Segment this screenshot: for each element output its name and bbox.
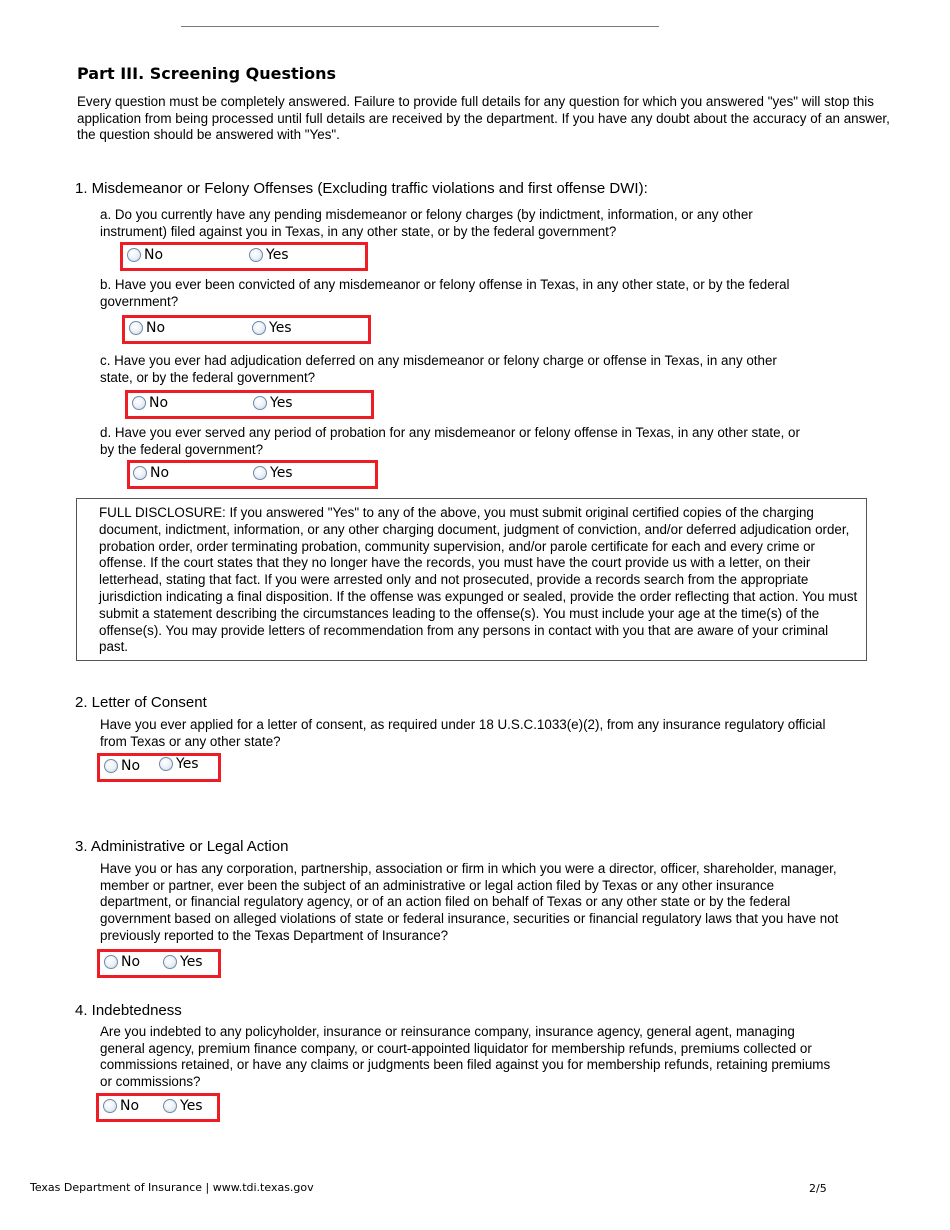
- question-1c-yes-option[interactable]: Yes: [253, 395, 293, 411]
- radio-circle-icon[interactable]: [129, 321, 143, 335]
- radio-circle-icon[interactable]: [253, 466, 267, 480]
- page-number: 2/5: [809, 1182, 827, 1195]
- question-2-no-option[interactable]: No: [104, 758, 140, 774]
- intro-paragraph: Every question must be completely answered. Failure to provide full details for any question for which you answered "yes" will stop this application from being processed until full details are received by the department. If you have any doubt about the accuracy of an answer, the question should be answered with "Yes".: [77, 94, 890, 143]
- full-disclosure-text: FULL DISCLOSURE: If you answered "Yes" to any of the above, you must submit original certified copies of the charging document, indictment, information, or any other charging document, judgment of conviction, and/or deferred adjudication order, probation order, order terminating probation, community supervision, and/or parole certificate for each and every crime or offense. If the court states that they no longer have the records, you must have the court provide us with a letter, on their letterhead, stating that fact. If you were arrested only and not prosecuted, provide a records search from the appropriate jurisdiction indicating a final disposition. If the offense was expunged or sealed, provide the order reflecting that action. You must submit a statement describing the circumstances leading to the offense(s). You must include your age at the time(s) of the offense(s). You may provide letters of recommendation from any persons in contact with you that are aware of your criminal past.: [99, 505, 858, 655]
- question-1a-radio-group: [120, 242, 368, 271]
- radio-circle-icon[interactable]: [133, 466, 147, 480]
- radio-circle-icon[interactable]: [127, 248, 141, 262]
- question-1d-radio-group: [127, 460, 378, 489]
- question-4-title: 4. Indebtedness: [75, 1002, 182, 1019]
- question-3-radio-group: [97, 949, 221, 978]
- question-1c-text: c. Have you ever had adjudication deferred on any misdemeanor or felony charge or offense in Texas, in any other state, or by the federal government?: [100, 353, 777, 385]
- question-1b-no-option[interactable]: No: [129, 320, 165, 336]
- radio-circle-icon[interactable]: [253, 396, 267, 410]
- question-2-title: 2. Letter of Consent: [75, 694, 207, 711]
- footer-organization: Texas Department of Insurance | www.tdi.texas.gov: [30, 1181, 314, 1194]
- question-1b-yes-option[interactable]: Yes: [252, 320, 292, 336]
- radio-circle-icon[interactable]: [104, 955, 118, 969]
- question-3-title: 3. Administrative or Legal Action: [75, 838, 289, 855]
- radio-circle-icon[interactable]: [163, 1099, 177, 1113]
- radio-circle-icon[interactable]: [132, 396, 146, 410]
- question-3-no-option[interactable]: No: [104, 954, 140, 970]
- section-title: Part III. Screening Questions: [77, 64, 337, 83]
- question-4-no-option[interactable]: No: [103, 1098, 139, 1114]
- question-1d-no-option[interactable]: No: [133, 465, 169, 481]
- question-3-yes-option[interactable]: Yes: [163, 954, 203, 970]
- question-1b-radio-group: [122, 315, 371, 344]
- radio-circle-icon[interactable]: [249, 248, 263, 262]
- question-4-yes-option[interactable]: Yes: [163, 1098, 203, 1114]
- question-1c-no-option[interactable]: No: [132, 395, 168, 411]
- question-1d-yes-option[interactable]: Yes: [253, 465, 293, 481]
- question-2-radio-group: [97, 753, 221, 782]
- top-divider: [181, 26, 659, 27]
- question-2-text: Have you ever applied for a letter of consent, as required under 18 U.S.C.1033(e)(2), from any insurance regulatory official from Texas or any other state?: [100, 717, 826, 749]
- question-1a-text: a. Do you currently have any pending misdemeanor or felony charges (by indictment, information, or any other instrument) filed against you in Texas, in any other state, or by the federal government?: [100, 207, 753, 239]
- full-disclosure-box: [76, 498, 867, 661]
- radio-circle-icon[interactable]: [159, 757, 173, 771]
- question-4-radio-group: [96, 1093, 220, 1122]
- question-1c-radio-group: [125, 390, 374, 419]
- radio-circle-icon[interactable]: [103, 1099, 117, 1113]
- question-4-text: Are you indebted to any policyholder, insurance or reinsurance company, insurance agency, general agent, managing general agency, premium finance company, or court-appointed liquidator for membership refunds, premiums collected or commissions retained, or have any claims or judgments been filed against you for membership refunds, retaining premiums or commissions?: [100, 1024, 831, 1090]
- question-3-text: Have you or has any corporation, partnership, association or firm in which you were a director, officer, shareholder, manager, member or partner, ever been the subject of an administrative or legal action filed by Texas or any other insurance department, or financial regulatory agency, or of an action filed on behalf of Texas or any other state or by the federal government based on alleged violations of state or federal insurance, securities or financial regulatory laws that you have not previously reported to the Texas Department of Insurance?: [100, 861, 839, 943]
- question-2-yes-option[interactable]: Yes: [159, 756, 199, 772]
- question-1-title: 1. Misdemeanor or Felony Offenses (Excluding traffic violations and first offense DWI):: [75, 180, 648, 197]
- question-1a-yes-option[interactable]: Yes: [249, 247, 289, 263]
- question-1a-no-option[interactable]: No: [127, 247, 163, 263]
- radio-circle-icon[interactable]: [252, 321, 266, 335]
- radio-circle-icon[interactable]: [104, 759, 118, 773]
- radio-circle-icon[interactable]: [163, 955, 177, 969]
- question-1b-text: b. Have you ever been convicted of any misdemeanor or felony offense in Texas, in any other state, or by the federal government?: [100, 277, 790, 309]
- question-1d-text: d. Have you ever served any period of probation for any misdemeanor or felony offense in Texas, in any other state, or by the federal government?: [100, 425, 800, 457]
